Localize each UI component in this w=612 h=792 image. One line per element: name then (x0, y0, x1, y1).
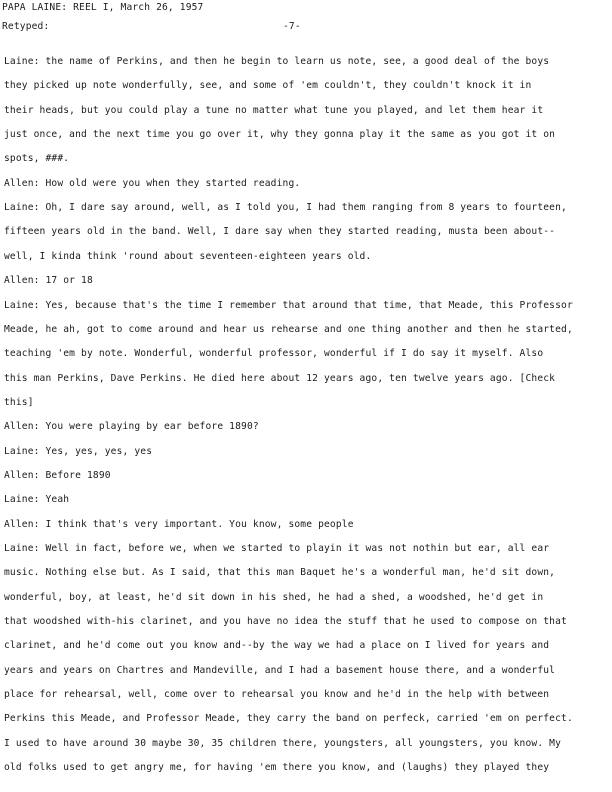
transcript-line: teaching 'em by note. Wonderful, wonderful professor, wonderful if I do say it myself. Also (4, 348, 544, 360)
transcript-line: just once, and the next time you go over it, why they gonna play it the same as you got it on (4, 129, 556, 141)
transcript-line: clarinet, and he'd come out you know and--by the way we had a place on I lived for years and (4, 640, 550, 652)
transcript-line: this] (4, 396, 34, 408)
transcript-line: Allen: 17 or 18 (4, 275, 93, 287)
transcript-line: Allen: You were playing by ear before 1890? (4, 421, 259, 433)
transcript-line: old folks used to get angry me, for having 'em there you know, and (laughs) they played they (4, 762, 550, 774)
transcript-line: this man Perkins, Dave Perkins. He died here about 12 years ago, ten twelve years ago. [Check (4, 372, 556, 384)
transcript-line: music. Nothing else but. As I said, that this man Baquet he's a wonderful man, he'd sit down, (4, 567, 556, 579)
retyped-label: Retyped: (2, 21, 50, 32)
transcript-line: Laine: Yes, because that's the time I remember that around that time, that Meade, this Professor (4, 299, 573, 311)
transcript-line: Laine: Oh, I dare say around, well, as I told you, I had them ranging from 8 years to fourteen, (4, 202, 567, 214)
transcript-line: that woodshed with-his clarinet, and you have no idea the stuff that he used to compose on that (4, 616, 567, 628)
transcript-line: Meade, he ah, got to come around and hear us rehearse and one thing another and then he started, (4, 323, 573, 335)
page-number: -7- (283, 21, 301, 32)
transcript-line: spots, ###. (4, 153, 70, 165)
transcript-line: wonderful, boy, at least, he'd sit down in his shed, he had a shed, a woodshed, he'd get in (4, 591, 544, 603)
transcript-line: Allen: I think that's very important. You know, some people (4, 518, 354, 530)
transcript-line: fifteen years old in the band. Well, I dare say when they started reading, musta been about-- (4, 226, 556, 238)
transcript-line: Perkins this Meade, and Professor Meade, they carry the band on perfeck, carried 'em on perfect. (4, 713, 573, 725)
transcript-line: Laine: Yes, yes, yes, yes (4, 445, 153, 457)
transcript-line: they picked up note wonderfully, see, and some of 'em couldn't, they couldn't knock it in (4, 80, 532, 92)
document-title: PAPA LAINE: REEL I, March 26, 1957 (2, 2, 204, 13)
transcript-line: Laine: the name of Perkins, and then he begin to learn us note, see, a good deal of the boys (4, 56, 550, 67)
transcript-line: place for rehearsal, well, come over to rehearsal you know and he'd in the help with between (4, 689, 550, 701)
transcript-line: Allen: How old were you when they started reading. (4, 177, 301, 189)
transcript-line: Allen: Before 1890 (4, 469, 111, 481)
transcript-line: Laine: Well in fact, before we, when we started to playin it was not nothin but ear, all ear (4, 543, 550, 554)
transcript-line: Laine: Yeah (4, 494, 70, 506)
transcript-line: well, I kinda think 'round about seventeen-eighteen years old. (4, 250, 372, 262)
transcript-line: years and years on Chartres and Mandeville, and I had a basement house there, and a wonderful (4, 664, 556, 676)
transcript-line: their heads, but you could play a tune no matter what tune you played, and let them hear it (4, 104, 544, 116)
transcript-line: I used to have around 30 maybe 30, 35 children there, youngsters, all youngsters, you know. My (4, 737, 562, 749)
